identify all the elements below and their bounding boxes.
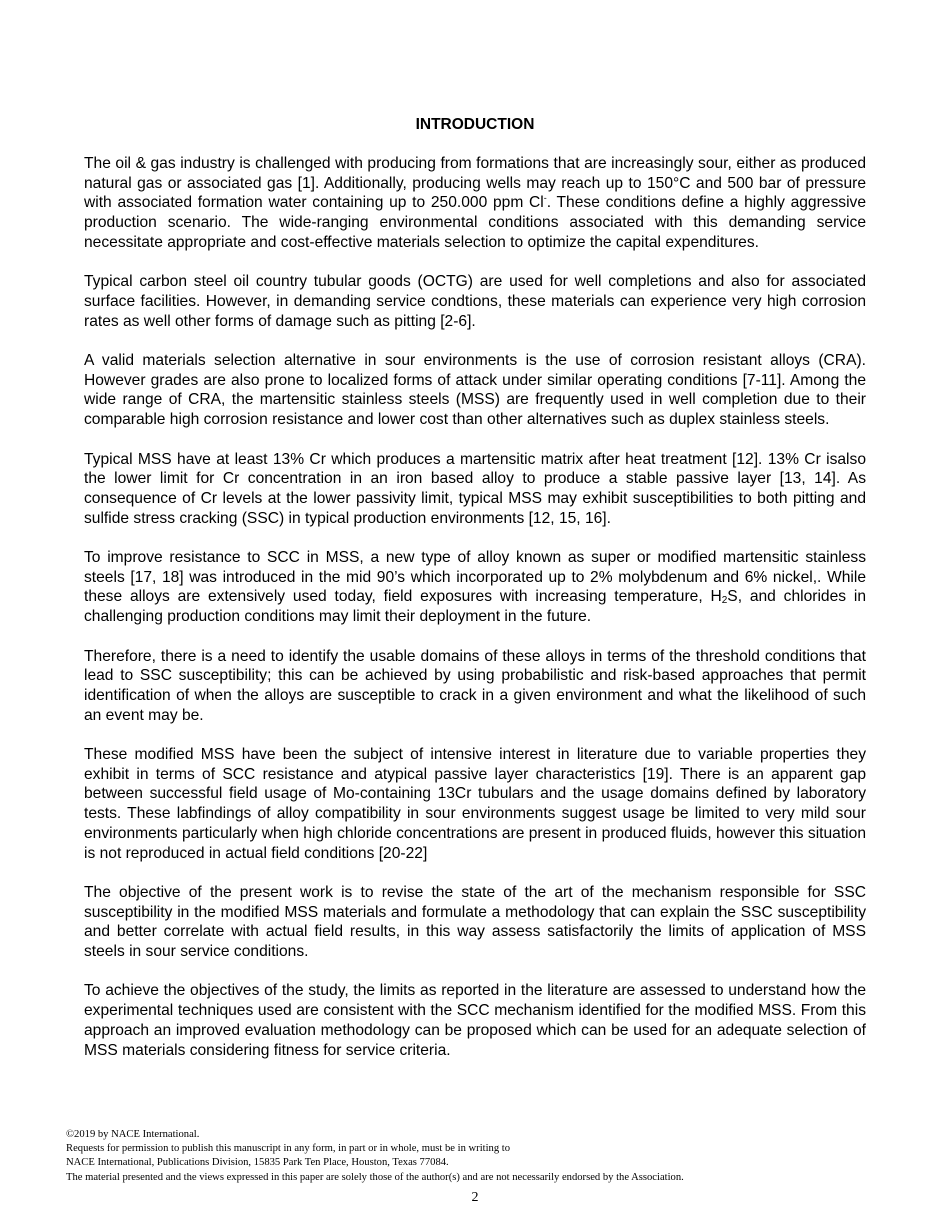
copyright-footer (66, 1128, 684, 1185)
paragraph-8: The objective of the present work is to revise the state of the art of the mechanism responsible for SSC susceptibility in the modified MSS materials and formulate a methodology that can explain the SSC susceptibility and better correlate with actual field results, in this way assess satisfactorily the limits of application of MSS steels in sour service conditions. (84, 883, 866, 961)
paragraph-3: A valid materials selection alternative in sour environments is the use of corrosion resistant alloys (CRA). However grades are also prone to localized forms of attack under similar operating conditions [7-11]. Among the wide range of CRA, the martensitic stainless steels (MSS) are frequently used in well completion due to their comparable high corrosion resistance and lower cost than other alternatives such as duplex stainless steels. (84, 352, 866, 429)
superscript: - (543, 193, 547, 204)
text: To improve resistance to SCC in MSS, a new type of alloy known as super or modified martensitic stainless steels [17, 18] was introduced in the mid 90’s which incorporated up to 2% molybdenum and 6% nickel,. While these alloys are extensively used today, field exposures with increasing temperature, H (84, 549, 866, 606)
subscript: 2 (721, 595, 728, 607)
page-number: 2 (471, 1190, 479, 1205)
footer-line: The material presented and the views expressed in this paper are solely those of the author(s) and are not necessarily endorsed by the Association. (66, 1171, 684, 1183)
paragraph-1 (84, 154, 866, 253)
text: The oil & gas industry is challenged with producing from formations that are increasingly sour, either as produced natural gas or associated gas [1]. Additionally, producing wells may reach up to 150°C and 500 bar of pressure with associated formation water containing up to 250.000 ppm Cl (84, 155, 866, 212)
footer-line: Requests for permission to publish this manuscript in any form, in part or in whole, must be in writing to (66, 1143, 511, 1155)
section-heading: INTRODUCTION (415, 116, 535, 133)
paragraph-2: Typical carbon steel oil country tubular goods (OCTG) are used for well completions and also for associated surface facilities. However, in demanding service condtions, these materials can experience very high corrosion rates as well other forms of damage such as pitting [2-6]. (84, 273, 866, 330)
paragraph-9: To achieve the objectives of the study, the limits as reported in the literature are assessed to understand how the experimental techniques used are consistent with the SCC mechanism identified for the modified MSS. From this approach an improved evaluation methodology can be proposed which can be used for an adequate selection of MSS materials considering fitness for service criteria. (84, 982, 866, 1059)
paragraph-4: Typical MSS have at least 13% Cr which produces a martensitic matrix after heat treatment [12]. 13% Cr isalso the lower limit for Cr concentration in an iron based alloy to produce a stable passive layer [13, 14]. As consequence of Cr levels at the lower passivity limit, typical MSS may exhibit susceptibilities to both pitting and sulfide stress cracking (SSC) in typical production environments [12, 15, 16]. (84, 450, 866, 527)
body-text (84, 154, 866, 1080)
text: . These conditions define a highly aggressive production scenario. The wide-ranging environmental conditions associated with this demanding service necessitate appropriate and cost-effective materials selection to optimize the capital expenditures. (84, 194, 866, 251)
text: S, and chlorides in challenging production conditions may limit their deployment in the future. (84, 588, 867, 626)
paragraph-7: These modified MSS have been the subject of intensive interest in literature due to variable properties they exhibit in terms of SCC resistance and atypical passive layer characteristics [19]. There is an apparent gap between successful field usage of Mo-containing 13Cr tubulars and the usage domains defined by laboratory tests. These labfindings of alloy compatibility in sour environments suggest usage be limited to very mild sour environments particularly when high chloride concentrations are present in produced fluids, however this situation is not reproduced in actual field conditions [20-22] (84, 746, 866, 862)
paragraph-6: Therefore, there is a need to identify the usable domains of these alloys in terms of the threshold conditions that lead to SSC susceptibility; this can be achieved by using probabilistic and risk-based approaches that permit identification of when the alloys are susceptible to crack in a given environment and what the likelihood of such an event may be. (84, 647, 866, 724)
paragraph-5 (84, 548, 866, 627)
footer-line: ©2019 by NACE International. (66, 1129, 200, 1140)
footer-line: NACE International, Publications Division, 15835 Park Ten Place, Houston, Texas 77084. (66, 1157, 449, 1169)
